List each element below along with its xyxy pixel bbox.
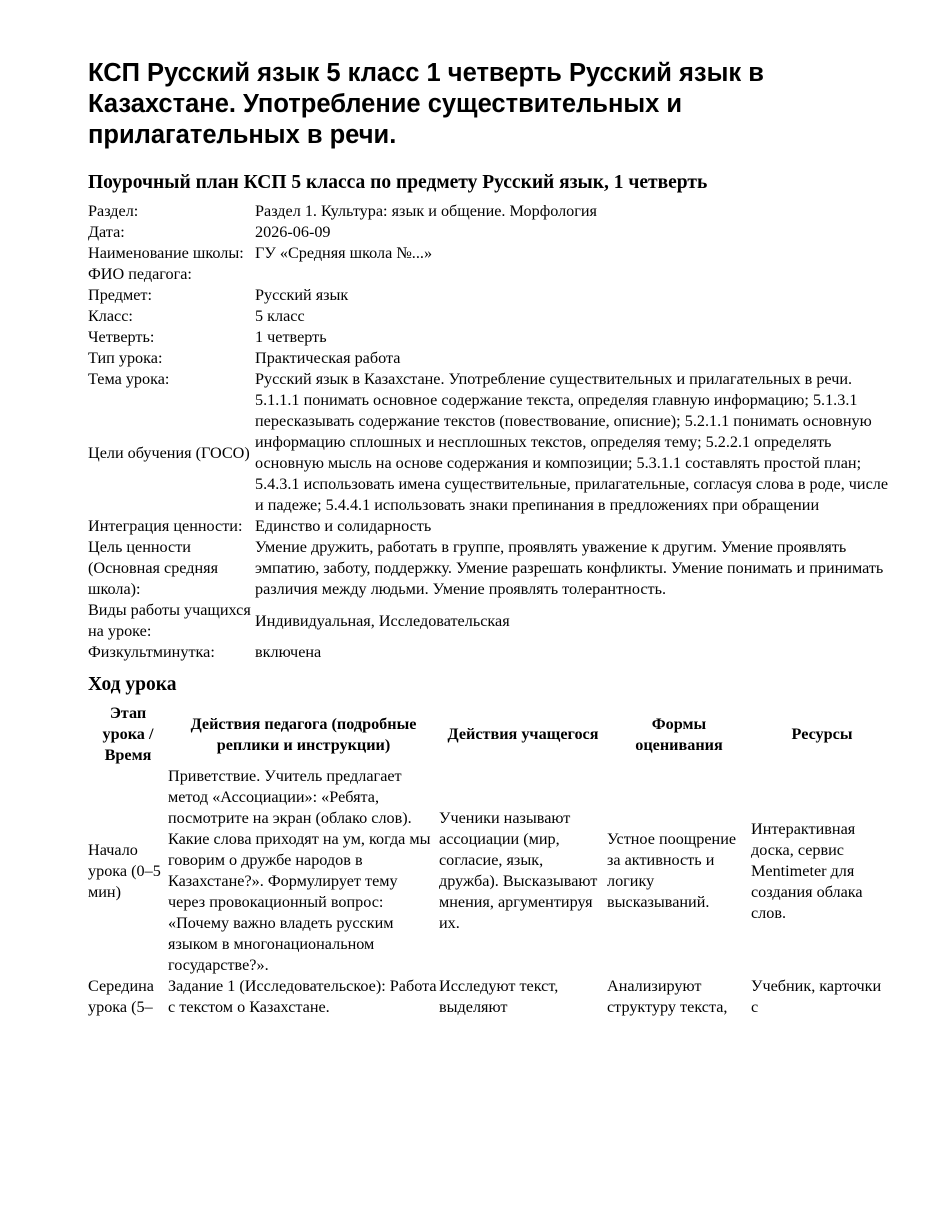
info-label: Раздел:: [88, 202, 139, 220]
document-page: [88, 58, 893, 1018]
info-label: Дата:: [88, 223, 125, 241]
info-value: Русский язык: [255, 286, 349, 304]
info-row: [88, 243, 893, 264]
info-value: включена: [255, 643, 322, 661]
info-label: Тип урока:: [88, 349, 163, 367]
info-label: Виды работы учащихся на уроке:: [88, 601, 251, 640]
info-value: [255, 264, 893, 285]
info-value: 1 четверть: [255, 328, 327, 346]
info-value: Раздел 1. Культура: язык и общение. Морфология: [255, 202, 597, 220]
info-label: Физкультминутка:: [88, 643, 215, 661]
header-assessment: Формы оценивания: [635, 714, 723, 754]
info-label: Четверть:: [88, 328, 155, 346]
info-row: [88, 222, 893, 243]
info-value: 2026-06-09: [255, 223, 331, 241]
info-value: Умение дружить, работать в группе, проявлять уважение к другим. Умение проявлять эмпатию, заботу, поддержку. Умение разрешать конфликты. Умение понимать и принимать различия между людьми. Умение проявлять толерантность.: [255, 538, 884, 598]
info-row: [88, 390, 893, 516]
info-row: [88, 327, 893, 348]
table-row: [88, 766, 893, 976]
info-row: [88, 306, 893, 327]
info-row: [88, 369, 893, 390]
info-value: 5.1.1.1 понимать основное содержание текста, определяя главную информацию; 5.1.3.1 пересказывать содержание текстов (повествование, описние); 5.2.1.1 понимать основную информацию сплошных и несплошных текстов, определяя тему; 5.2.2.1 определять основную мысль на основе содержания и композиции; 5.3.1.1 составлять простой план; 5.4.3.1 использовать имена существительные, прилагательные, согласуя слова в роде, числе и падеже; 5.4.4.1 использовать знаки препинания в предложениях при обращении: [255, 391, 889, 514]
stage-cell: Середина урока (5–: [88, 977, 154, 1016]
document-title: КСП Русский язык 5 класс 1 четверть Русский язык в Казахстане. Употребление существительных и прилагательных в речи.: [88, 59, 764, 149]
stage-cell: Начало урока (0–5 мин): [88, 840, 161, 901]
header-teacher-actions: Действия педагога (подробные реплики и инструкции): [190, 714, 417, 754]
info-label: Цели обучения (ГОСО): [88, 443, 250, 462]
info-value: Практическая работа: [255, 349, 401, 367]
header-student-actions: Действия учащегося: [447, 725, 599, 743]
table-row: [88, 976, 893, 1018]
info-value: ГУ «Средняя школа №...»: [255, 244, 433, 262]
info-label: Класс:: [88, 307, 133, 325]
info-value: 5 класс: [255, 307, 305, 325]
info-label: ФИО педагога:: [88, 265, 192, 283]
teacher-cell: Приветствие. Учитель предлагает метод «Ассоциации»: «Ребята, посмотрите на экран (облако слов). Какие слова приходят на ум, когда мы говорим о дружбе народов в Казахстане?». Формулирует тему через провокационный вопрос: «Почему важно владеть русским языком в многонациональном государстве?».: [168, 767, 431, 974]
info-label: Наименование школы:: [88, 244, 244, 262]
info-label: Интеграция ценности:: [88, 517, 243, 535]
info-row: [88, 348, 893, 369]
info-table: [88, 201, 893, 663]
info-row: [88, 537, 893, 600]
lesson-heading: Ход урока: [88, 674, 177, 695]
student-cell: Ученики называют ассоциации (мир, согласие, язык, дружба). Высказывают мнения, аргументируя их.: [439, 809, 598, 932]
info-row: [88, 285, 893, 306]
plan-subtitle: Поурочный план КСП 5 класса по предмету Русский язык, 1 четверть: [88, 172, 708, 193]
assessment-cell: Устное поощрение за активность и логику высказываний.: [607, 830, 737, 911]
info-label: Предмет:: [88, 286, 152, 304]
resources-cell: Интерактивная доска, сервис Mentimeter для создания облака слов.: [751, 819, 863, 922]
info-row: [88, 642, 893, 663]
info-row: [88, 516, 893, 537]
info-label: Цель ценности (Основная средняя школа):: [88, 538, 219, 598]
info-value: Единство и солидарность: [255, 517, 432, 535]
info-value: Индивидуальная, Исследовательская: [255, 611, 510, 630]
info-value: Русский язык в Казахстане. Употребление существительных и прилагательных в речи.: [255, 370, 853, 388]
header-resources: Ресурсы: [791, 725, 853, 743]
teacher-cell: Задание 1 (Исследовательское): Работа с текстом о Казахстане.: [168, 977, 437, 1016]
lesson-table: [88, 703, 893, 1018]
header-stage: Этап урока / Время: [102, 704, 154, 764]
assessment-cell: Анализируют структуру текста,: [607, 977, 728, 1016]
resources-cell: Учебник, карточки с: [751, 977, 882, 1016]
student-cell: Исследуют текст, выделяют: [439, 977, 559, 1016]
info-row: [88, 600, 893, 642]
lesson-header-row: [88, 703, 893, 766]
info-row: [88, 264, 893, 285]
info-row: [88, 201, 893, 222]
info-label: Тема урока:: [88, 370, 170, 388]
